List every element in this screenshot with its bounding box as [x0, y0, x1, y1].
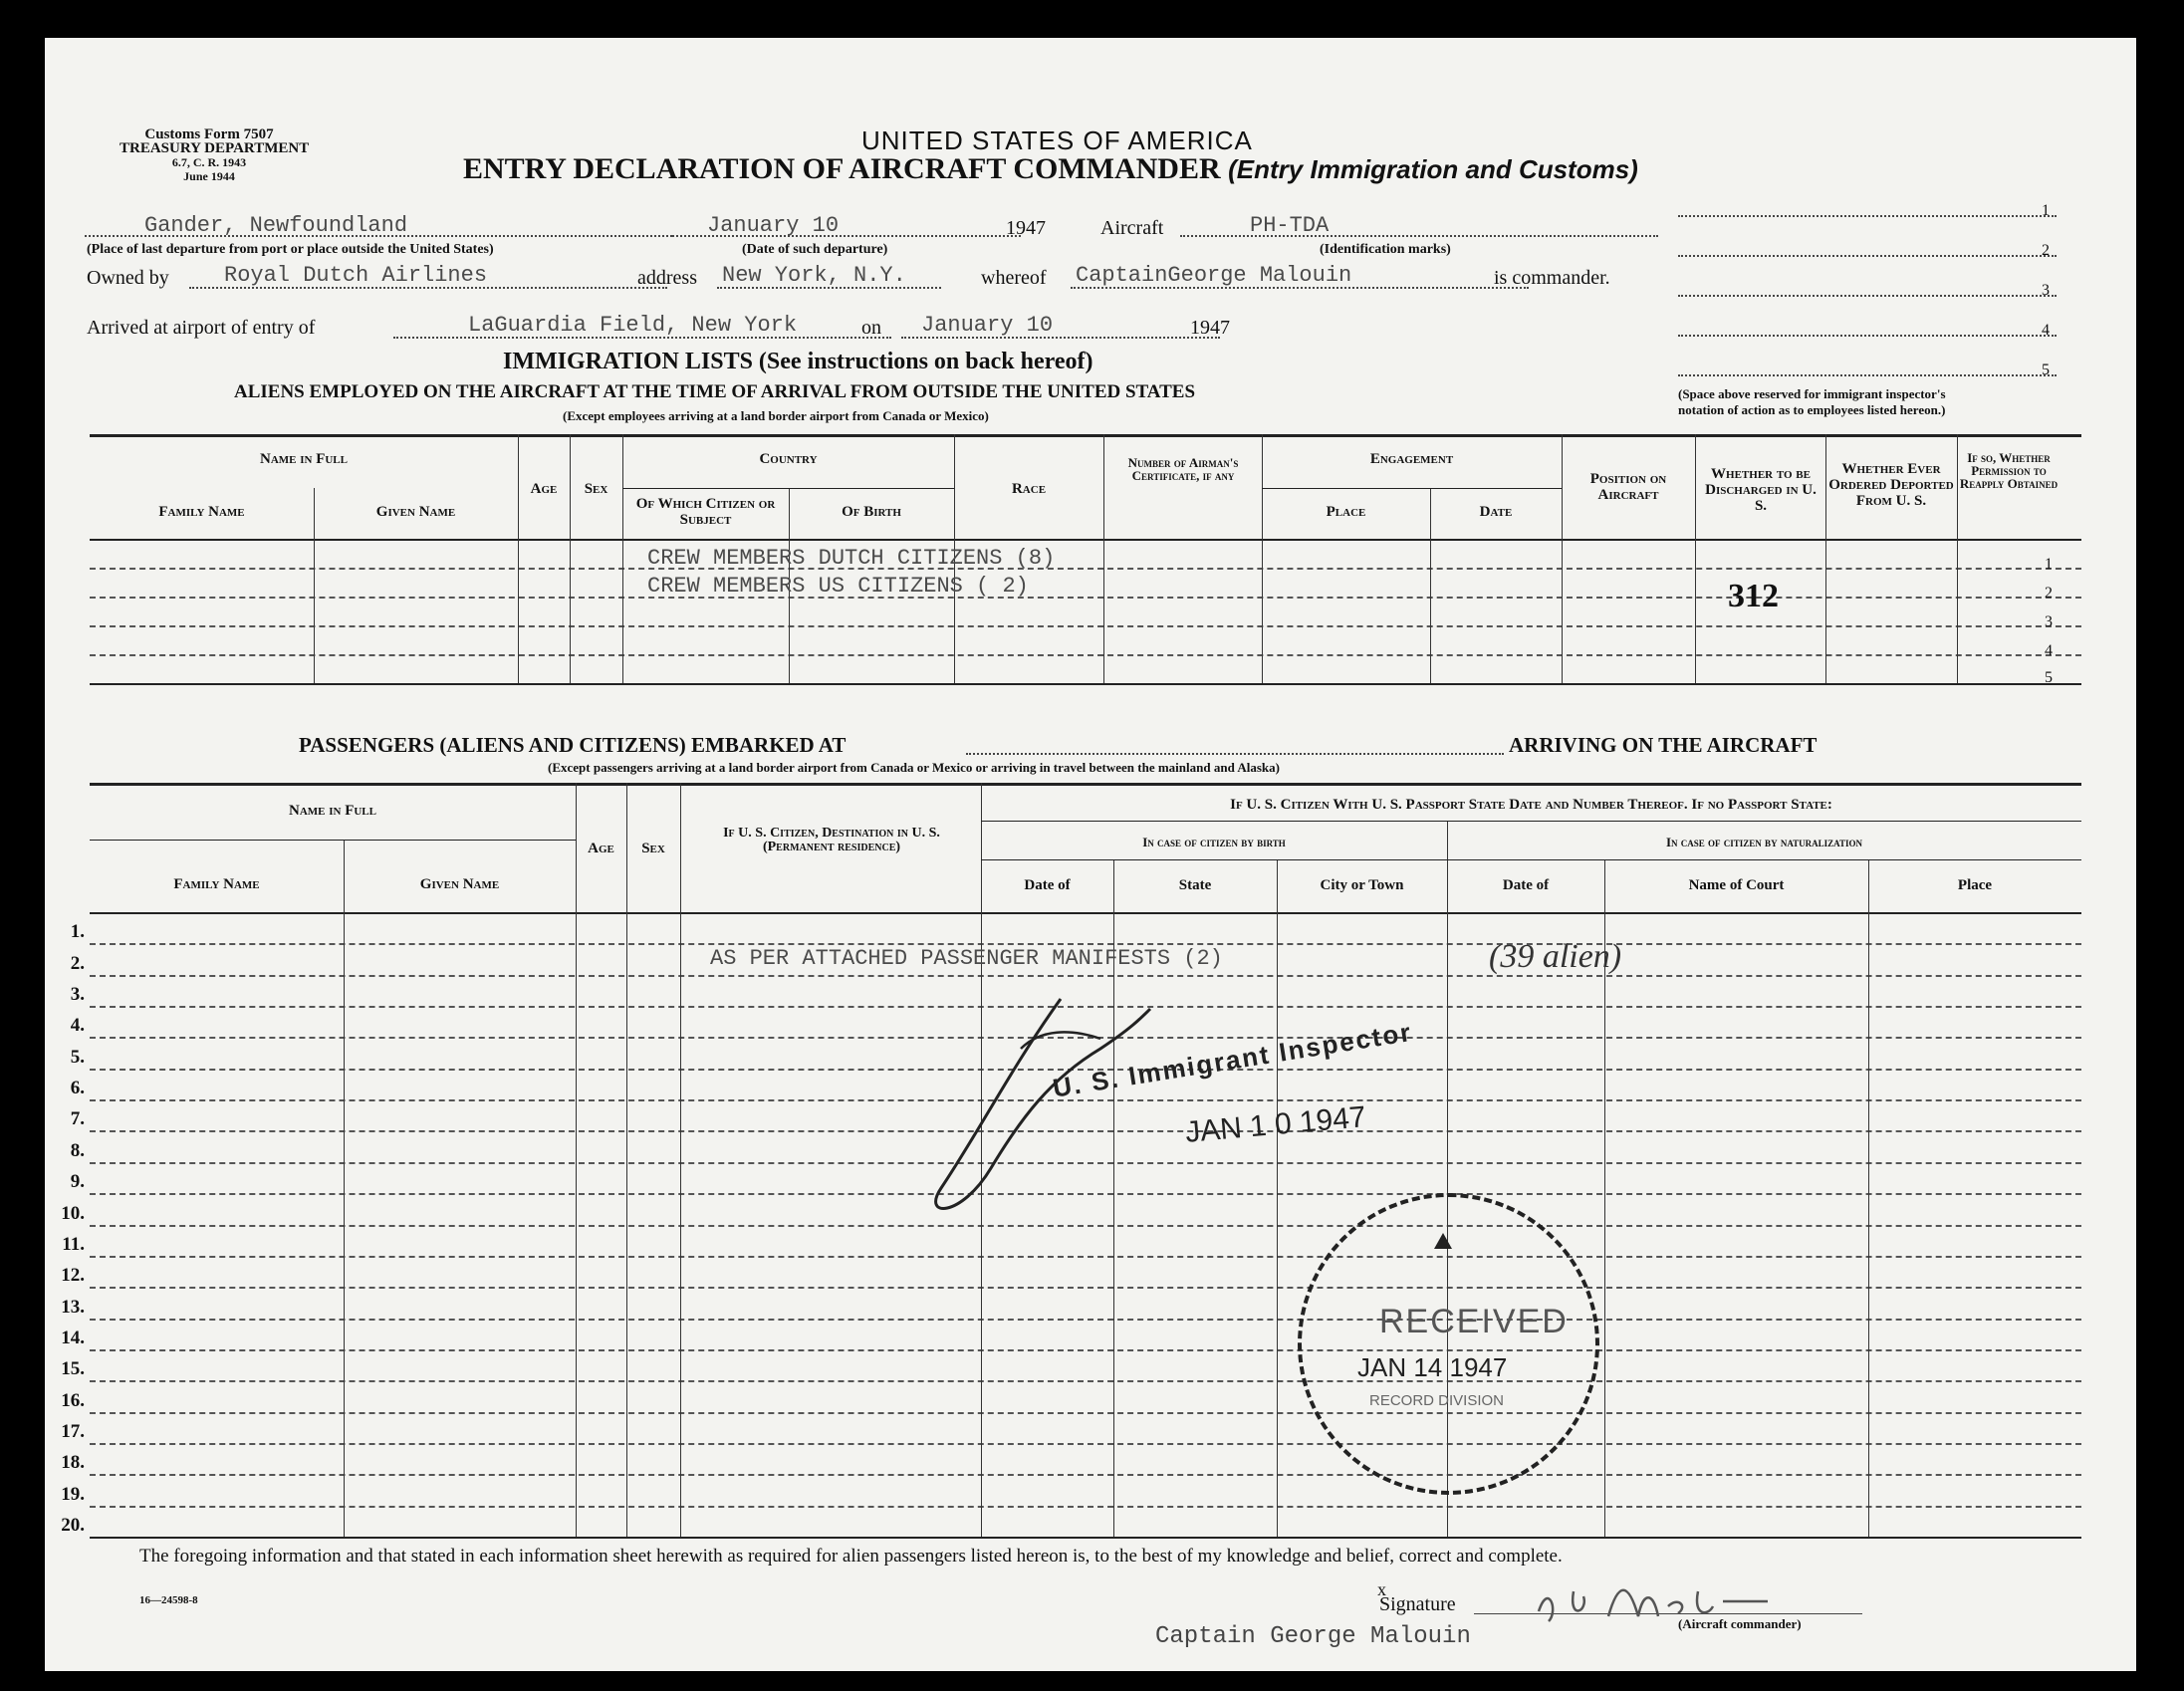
reserved-note-line2: notation of action as to employees listed hereon.)	[1678, 402, 1946, 417]
engagement-sub-rule	[1262, 488, 1562, 489]
crew-col-sep	[622, 434, 623, 683]
pax-row-number: 8.	[70, 1139, 85, 1161]
pax-row-rule	[90, 1319, 2081, 1321]
pax-col-sep	[1277, 859, 1278, 1537]
pax-col-sep	[680, 783, 681, 1537]
pax-row-number: 15.	[61, 1358, 85, 1380]
typed-commander-name: Captain George Malouin	[1155, 1623, 1471, 1650]
inspector-stamp-title: U. S. Immigrant Inspector	[1051, 1016, 1415, 1103]
arrived-label: Arrived at airport of entry of	[87, 317, 316, 339]
crew-col-sep	[1957, 434, 1958, 683]
crew-deported-header: Whether Ever Ordered Deported From U. S.	[1828, 461, 1954, 509]
pax-row-rule	[90, 1256, 2081, 1258]
aircraft-id: PH-TDA	[1250, 213, 1330, 238]
pax-row-number: 1.	[70, 921, 85, 943]
owner: Royal Dutch Airlines	[224, 263, 488, 288]
pax-row-rule	[90, 1412, 2081, 1414]
departure-place: Gander, Newfoundland	[144, 213, 408, 238]
pax-row-number: 11.	[62, 1233, 85, 1255]
crew-row-num-2: 2	[2045, 585, 2053, 602]
crew-row-num-1: 1	[2045, 556, 2053, 573]
inspector-signature-scribble	[901, 989, 1160, 1228]
crew-row-rule-3	[90, 625, 2081, 627]
whereof-label: whereof	[981, 267, 1047, 289]
owner-line	[189, 287, 667, 289]
form-title	[463, 152, 1638, 186]
pax-court-header: Name of Court	[1688, 877, 1785, 893]
pax-row-number: 12.	[61, 1265, 85, 1287]
pax-row-number: 14.	[61, 1327, 85, 1348]
form-id-line4: June 1944	[183, 169, 235, 183]
pax-by-birth-header: In case of citizen by birth	[1142, 835, 1286, 849]
crew-country-header: Country	[759, 451, 818, 467]
reserved-num-5: 5	[2042, 362, 2050, 378]
pax-row-number: 17.	[61, 1420, 85, 1442]
passengers-title-left: PASSENGERS (ALIENS AND CITIZENS) EMBARKED AT	[299, 733, 847, 757]
pax-destination-header: If U. S. Citizen, Destination in U. S. (Permanent residence)	[723, 826, 940, 854]
pax-row-rule	[90, 1506, 2081, 1508]
pax-col-sep	[576, 783, 577, 1537]
embarked-at-line	[966, 753, 1504, 755]
pax-row-number: 16.	[61, 1389, 85, 1411]
form-title-main: ENTRY DECLARATION OF AIRCRAFT COMMANDER	[463, 152, 1221, 185]
received-stamp-date: JAN 14 1947	[1357, 1352, 1508, 1382]
address-label: address	[637, 267, 697, 289]
aircraft-id-line	[1180, 235, 1658, 237]
reserved-num-2: 2	[2042, 242, 2050, 259]
pax-place-header: Place	[1957, 877, 1993, 893]
arrival-date-line	[901, 337, 1220, 339]
pax-row-number: 18.	[61, 1452, 85, 1474]
pax-row-number: 3.	[70, 984, 85, 1006]
owned-label: Owned by	[87, 267, 169, 289]
form-title-sub: (Entry Immigration and Customs)	[1228, 154, 1638, 184]
pax-row-rule	[90, 1380, 2081, 1382]
is-commander-label: is commander.	[1494, 267, 1610, 289]
citizen-sub-rule	[981, 859, 2081, 860]
reserved-line-2	[1678, 255, 2057, 257]
aircraft-id-caption: (Identification marks)	[1320, 242, 1451, 257]
arrival-year: 1947	[1190, 317, 1230, 339]
crew-header-rule	[90, 539, 2081, 541]
crew-col-sep	[570, 434, 571, 683]
pax-city-header: City or Town	[1320, 877, 1404, 893]
pax-col-sep	[344, 840, 345, 1537]
pax-birth-date-header: Date of	[1024, 877, 1071, 893]
departure-place-caption: (Place of last departure from port or place outside the United States)	[87, 242, 494, 257]
reserved-num-1: 1	[2042, 202, 2050, 219]
pax-row-number: 9.	[70, 1171, 85, 1193]
pax-nat-date-header: Date of	[1502, 877, 1550, 893]
crew-position-header: Position on Aircraft	[1589, 471, 1667, 503]
pax-by-nat-header: In case of citizen by naturalization	[1665, 835, 1862, 849]
form-id-line2: TREASURY DEPARTMENT	[120, 140, 310, 156]
crew-birth-header: Of Birth	[842, 504, 901, 520]
form-id-line1: Customs Form 7507	[144, 126, 274, 142]
pax-name-sub-rule	[90, 840, 576, 841]
form-sheet	[45, 38, 2136, 1671]
pax-row-number: 13.	[61, 1296, 85, 1318]
form-id-line3: 6.7, C. R. 1943	[171, 155, 247, 169]
received-stamp-word: RECEIVED	[1379, 1303, 1569, 1340]
crew-age-header: Age	[530, 481, 558, 497]
passport-sub-rule	[981, 821, 2081, 822]
alien-count-note: (39 alien)	[1489, 938, 1622, 975]
crew-entry-1: CREW MEMBERS DUTCH CITIZENS (8)	[647, 546, 1056, 571]
pax-family-header: Family Name	[173, 876, 260, 892]
print-code: 16—24598-8	[139, 1594, 198, 1606]
pax-row-number: 4.	[70, 1015, 85, 1037]
pax-row-rule	[90, 1474, 2081, 1476]
pax-given-header: Given Name	[419, 876, 500, 892]
pax-header-rule	[90, 912, 2081, 914]
reserved-num-4: 4	[2042, 322, 2050, 339]
departure-date-caption: (Date of such departure)	[742, 242, 888, 257]
crew-engagement-header: Engagement	[1369, 451, 1454, 467]
crew-entry-2: CREW MEMBERS US CITIZENS ( 2)	[647, 574, 1029, 599]
country-sub-rule	[622, 488, 954, 489]
immigration-subtitle: ALIENS EMPLOYED ON THE AIRCRAFT AT THE TIME OF ARRIVAL FROM OUTSIDE THE UNITED STATES	[234, 381, 1196, 402]
aircraft-label: Aircraft	[1100, 217, 1164, 239]
pax-top-rule	[90, 783, 2081, 786]
pax-row-number: 19.	[61, 1483, 85, 1505]
departure-year: 1947	[1006, 217, 1046, 239]
crew-name-header: Name in Full	[259, 451, 348, 467]
reserved-note-line1: (Space above reserved for immigrant inspector's	[1678, 386, 1946, 401]
signature-caption: (Aircraft commander)	[1678, 1616, 1802, 1631]
crew-sex-header: Sex	[584, 481, 608, 497]
crew-top-rule	[90, 434, 2081, 437]
crew-row-rule-4	[90, 654, 2081, 656]
reserved-line-4	[1678, 335, 2057, 337]
crew-citizen-header: Of Which Citizen or Subject	[635, 496, 776, 528]
manifest-entry: AS PER ATTACHED PASSENGER MANIFESTS (2)	[710, 946, 1223, 971]
crew-cert-header: Number of Airman's Certificate, if any	[1127, 455, 1239, 483]
address-line	[717, 287, 941, 289]
pax-row-rule	[90, 975, 2081, 977]
departure-date: January 10	[707, 213, 840, 238]
crew-col-sep	[518, 434, 519, 683]
pax-bottom-rule	[90, 1537, 2081, 1539]
passengers-title-right: ARRIVING ON THE AIRCRAFT	[1509, 733, 1818, 757]
crew-row-rule-2	[90, 597, 2081, 599]
commander-name: CaptainGeorge Malouin	[1076, 263, 1352, 288]
pax-sex-header: Sex	[641, 841, 665, 856]
crew-given-header: Given Name	[375, 504, 456, 520]
crew-bottom-rule	[90, 683, 2081, 685]
triangle-icon	[1434, 1233, 1452, 1249]
owner-address: New York, N.Y.	[722, 263, 906, 288]
crew-col-sep	[1695, 434, 1696, 683]
crew-place-header: Place	[1326, 504, 1366, 520]
departure-date-line	[672, 235, 1021, 237]
number-stamp: 312	[1728, 578, 1779, 614]
crew-row-num-5: 5	[2045, 669, 2053, 686]
pax-row-number: 6.	[70, 1078, 85, 1099]
received-stamp-division: RECORD DIVISION	[1369, 1392, 1505, 1409]
passengers-note: (Except passengers arriving at a land border airport from Canada or Mexico or arriving in travel between the mainland and Alaska)	[548, 760, 1280, 775]
pax-row-rule	[90, 1349, 2081, 1351]
pax-row-rule	[90, 1443, 2081, 1445]
signature-label: Signature	[1379, 1593, 1456, 1615]
pax-col-sep	[1868, 859, 1869, 1537]
country-heading: UNITED STATES OF AMERICA	[861, 125, 1253, 155]
pax-row-number: 10.	[61, 1202, 85, 1224]
arrival-airport-line	[393, 337, 891, 339]
pax-passport-header: If U. S. Citizen With U. S. Passport State Date and Number Thereof. If no Passport State:	[1230, 797, 1832, 813]
form-id-block	[120, 126, 310, 183]
immigration-title: IMMIGRATION LISTS (See instructions on back hereof)	[503, 349, 1093, 374]
crew-row-rule-1	[90, 568, 2081, 570]
inspector-stamp-date: JAN 1 0 1947	[1183, 1100, 1367, 1149]
crew-col-sep	[1262, 434, 1263, 683]
pax-state-header: State	[1178, 877, 1212, 893]
crew-permission-header: If so, Whether Permission to Reapply Obtained	[1959, 450, 2059, 491]
crew-col-sep	[1562, 434, 1563, 683]
crew-date-header: Date	[1479, 504, 1513, 520]
reserved-note	[1678, 386, 1946, 418]
footer-statement: The foregoing information and that stated in each information sheet herewith as required for alien passengers listed hereon is, to the best of my knowledge and belief, correct and complete.	[139, 1546, 1563, 1567]
crew-discharged-header: Whether to be Discharged in U. S.	[1705, 466, 1817, 514]
arrival-date: January 10	[921, 313, 1054, 338]
pax-name-header: Name in Full	[288, 803, 376, 819]
arrival-airport: LaGuardia Field, New York	[468, 313, 798, 338]
pax-row-number: 2.	[70, 952, 85, 974]
pax-age-header: Age	[588, 841, 614, 856]
immigration-note: (Except employees arriving at a land border airport from Canada or Mexico)	[563, 408, 989, 423]
pax-row-number: 5.	[70, 1046, 85, 1068]
crew-race-header: Race	[1011, 481, 1047, 497]
crew-row-num-3: 3	[2045, 613, 2053, 630]
commander-line	[1071, 287, 1529, 289]
crew-col-sep	[1825, 434, 1826, 683]
pax-row-number: 20.	[61, 1515, 85, 1536]
pax-row-rule	[90, 1287, 2081, 1289]
crew-col-sep	[1103, 434, 1104, 683]
reserved-line-5	[1678, 374, 2057, 376]
crew-row-num-4: 4	[2045, 642, 2053, 659]
departure-place-line	[85, 235, 672, 237]
crew-family-header: Family Name	[158, 504, 245, 520]
arrival-on-label: on	[861, 317, 881, 339]
pax-row-number: 7.	[70, 1108, 85, 1130]
reserved-line-1	[1678, 215, 2057, 217]
signature-x-mark: x	[1377, 1579, 1386, 1599]
reserved-line-3	[1678, 295, 2057, 297]
reserved-num-3: 3	[2042, 282, 2050, 299]
pax-col-sep	[626, 783, 627, 1537]
